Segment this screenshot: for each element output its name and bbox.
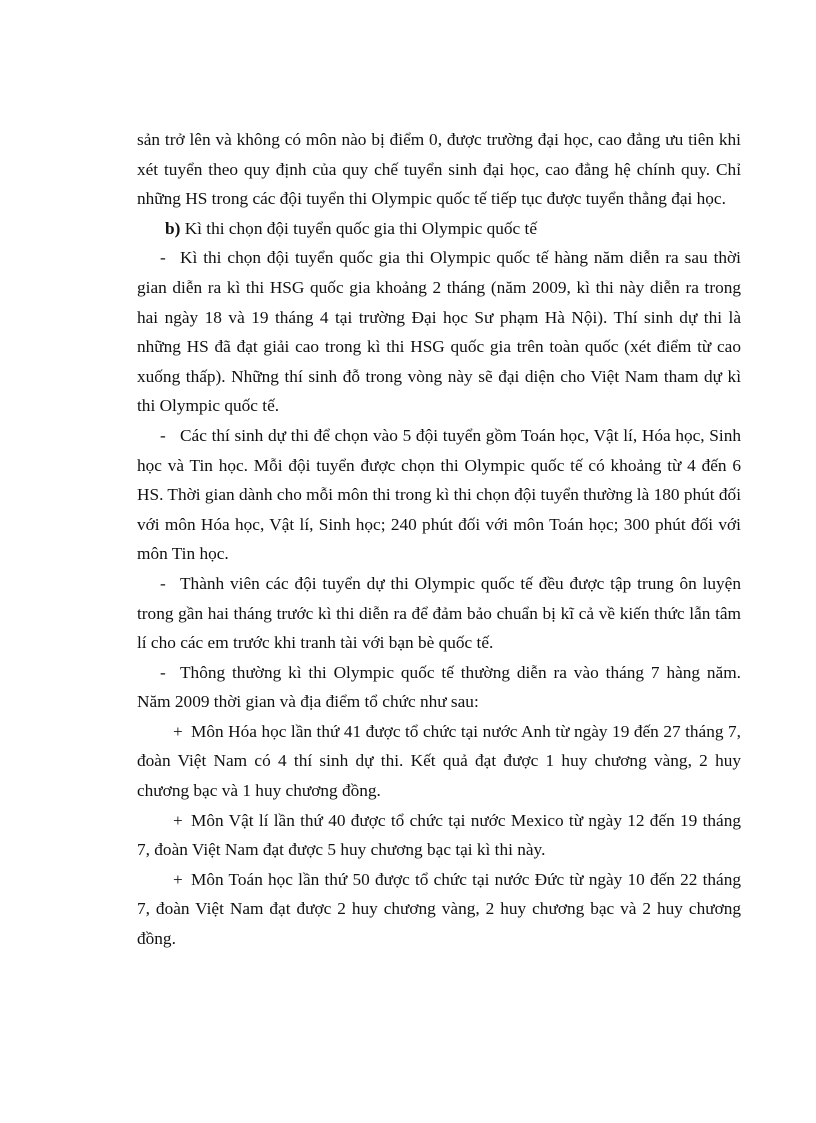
dash-marker: - bbox=[160, 248, 166, 268]
document-page bbox=[137, 125, 741, 954]
bullet-text: Các thí sinh dự thi để chọn vào 5 đội tuyển gồm Toán học, Vật lí, Hóa học, Sinh học và Tin học. Mỗi đội tuyển được chọn thi Olympic quốc tế có khoảng từ 4 đến 6 HS. Thời gian dành cho mỗi môn thi trong kì thi chọn đội tuyển thường là 180 phút đối với môn Hóa học, Vật lí, Sinh học; 240 phút đối với môn Toán học; 300 phút đối với môn Tin học. bbox=[137, 425, 741, 564]
sub-item bbox=[137, 865, 741, 954]
bullet-text: Thông thường kì thi Olympic quốc tế thường diễn ra vào tháng 7 hàng năm. Năm 2009 thời gian và địa điểm tổ chức như sau: bbox=[137, 662, 741, 712]
bullet-item bbox=[137, 569, 741, 658]
bullet-item bbox=[137, 658, 741, 717]
section-heading-b bbox=[137, 214, 741, 244]
bullet-item bbox=[137, 421, 741, 569]
sub-item bbox=[137, 717, 741, 806]
section-title: Kì thi chọn đội tuyển quốc gia thi Olympic quốc tế bbox=[184, 218, 537, 238]
sub-item-text: Môn Toán học lần thứ 50 được tổ chức tại nước Đức từ ngày 10 đến 22 tháng 7, đoàn Việt Nam đạt được 2 huy chương vàng, 2 huy chương bạc và 2 huy chương đồng. bbox=[137, 869, 741, 949]
bullet-text: Thành viên các đội tuyển dự thi Olympic quốc tế đều được tập trung ôn luyện trong gần hai tháng trước kì thi diễn ra để đảm bảo chuẩn bị kĩ cả về kiến thức lẫn tâm lí cho các em trước khi tranh tài với bạn bè quốc tế. bbox=[137, 573, 741, 653]
sub-item-text: Môn Vật lí lần thứ 40 được tổ chức tại nước Mexico từ ngày 12 đến 19 tháng 7, đoàn Việt Nam đạt được 5 huy chương bạc tại kì thi này. bbox=[137, 810, 741, 860]
dash-marker: - bbox=[160, 662, 166, 682]
bullet-item bbox=[137, 243, 741, 421]
section-label: b) bbox=[165, 218, 181, 238]
dash-marker: - bbox=[160, 573, 166, 593]
plus-marker: + bbox=[173, 721, 183, 741]
sub-item bbox=[137, 806, 741, 865]
plus-marker: + bbox=[173, 810, 183, 830]
sub-item-text: Môn Hóa học lần thứ 41 được tổ chức tại nước Anh từ ngày 19 đến 27 tháng 7, đoàn Việt Nam có 4 thí sinh dự thi. Kết quả đạt được 1 huy chương vàng, 2 huy chương bạc và 1 huy chương đồng. bbox=[137, 721, 741, 801]
dash-marker: - bbox=[160, 425, 166, 445]
bullet-text: Kì thi chọn đội tuyển quốc gia thi Olympic quốc tế hàng năm diễn ra sau thời gian diễn ra kì thi HSG quốc gia khoảng 2 tháng (năm 2009, kì thi này diễn ra trong hai ngày 18 và 19 tháng 4 tại trường Đại học Sư phạm Hà Nội). Thí sinh dự thi là những HS đã đạt giải cao trong kì thi HSG quốc gia trên toàn quốc (xét điểm từ cao xuống thấp). Những thí sinh đỗ trong vòng này sẽ đại diện cho Việt Nam tham dự kì thi Olympic quốc tế. bbox=[137, 248, 741, 416]
plus-marker: + bbox=[173, 869, 183, 889]
opening-paragraph: sản trở lên và không có môn nào bị điểm 0, được trường đại học, cao đẳng ưu tiên khi xét tuyển theo quy định của quy chế tuyển sinh đại học, cao đẳng hệ chính quy. Chỉ những HS trong các đội tuyển thi Olympic quốc tế tiếp tục được tuyển thẳng đại học. bbox=[137, 130, 741, 209]
